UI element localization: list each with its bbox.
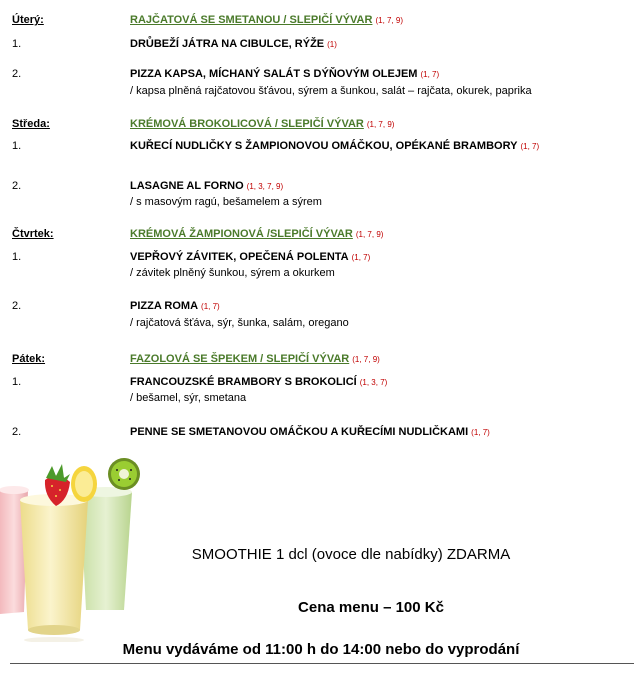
dish-allergens: (1, 7) [520,142,540,151]
dish-number: 2. [12,300,22,312]
dish-allergens: (1, 7) [420,70,440,79]
day-name: Čtvrtek: [12,228,54,240]
dish-name: VEPŘOVÝ ZÁVITEK, OPEČENÁ POLENTA (1, 7) [130,251,371,263]
day-header [12,353,380,365]
soup-name: FAZOLOVÁ SE ŠPEKEM / SLEPIČÍ VÝVAR [130,353,350,365]
dish-name: FRANCOUZSKÉ BRAMBORY S BROKOLICÍ (1, 3, 7) [130,376,388,388]
dish-number: 2. [12,68,22,80]
dish-description: / s masovým ragú, bešamelem a sýrem [130,196,322,208]
day-header [12,118,394,130]
dish-number: 2. [12,180,22,192]
dish-allergens: (1, 3, 7) [359,378,388,387]
day-name: Středa: [12,118,50,130]
dish-description: / kapsa plněná rajčatovou šťávou, sýrem a šunkou, salát – rajčata, okurek, paprika [130,85,532,97]
day-name: Úterý: [12,14,44,26]
dish-allergens: (1, 7) [351,253,371,262]
day-name: Pátek: [12,353,46,365]
bottom-divider [10,663,634,664]
dish-number: 1. [12,251,22,263]
dish-number: 1. [12,376,22,388]
soup-allergens: (1, 7, 9) [366,120,395,129]
dish-number: 2. [12,426,22,438]
dish-name: PIZZA ROMA (1, 7) [130,300,220,312]
dish-allergens: (1, 7) [471,428,490,437]
day-header [12,14,403,26]
soup-name: KRÉMOVÁ BROKOLICOVÁ / SLEPIČÍ VÝVAR [130,118,364,130]
soup-name: KRÉMOVÁ ŽAMPIONOVÁ /SLEPIČÍ VÝVAR [130,228,353,240]
menu-price: Cena menu – 100 Kč [298,599,444,616]
dish-number: 1. [12,140,22,152]
dish-allergens: (1, 7) [201,302,220,311]
soup-name: RAJČATOVÁ SE SMETANOU / SLEPIČÍ VÝVAR [130,14,373,26]
smoothie-offer: SMOOTHIE 1 dcl (ovoce dle nabídky) ZDARMA [191,546,511,563]
dish-allergens: (1) [327,40,337,49]
dish-number: 1. [12,38,22,50]
dish-name: PIZZA KAPSA, MÍCHANÝ SALÁT S DÝŇOVÝM OLEJEM (1, 7) [130,68,440,80]
dish-description: / závitek plněný šunkou, sýrem a okurkem [130,267,335,279]
dish-name: KUŘECÍ NUDLIČKY S ŽAMPIONOVOU OMÁČKOU, OPÉKANÉ BRAMBORY (1, 7) [130,140,540,152]
soup-allergens: (1, 7, 9) [355,230,384,239]
soup-allergens: (1, 7, 9) [375,16,404,25]
day-header [12,228,383,240]
dish-name: LASAGNE AL FORNO (1, 3, 7, 9) [130,180,284,192]
serving-hours: Menu vydáváme od 11:00 h do 14:00 nebo do vyprodání [122,641,520,658]
dish-description: / rajčatová šťáva, sýr, šunka, salám, oregano [130,317,349,329]
dish-description: / bešamel, sýr, smetana [130,392,247,404]
soup-allergens: (1, 7, 9) [352,355,380,364]
dish-name: DRŮBEŽÍ JÁTRA NA CIBULCE, RÝŽE (1) [130,38,337,50]
dish-name: PENNE SE SMETANOVOU OMÁČKOU A KUŘECÍMI NUDLIČKAMI (1, 7) [130,426,490,438]
dish-allergens: (1, 3, 7, 9) [246,182,284,191]
